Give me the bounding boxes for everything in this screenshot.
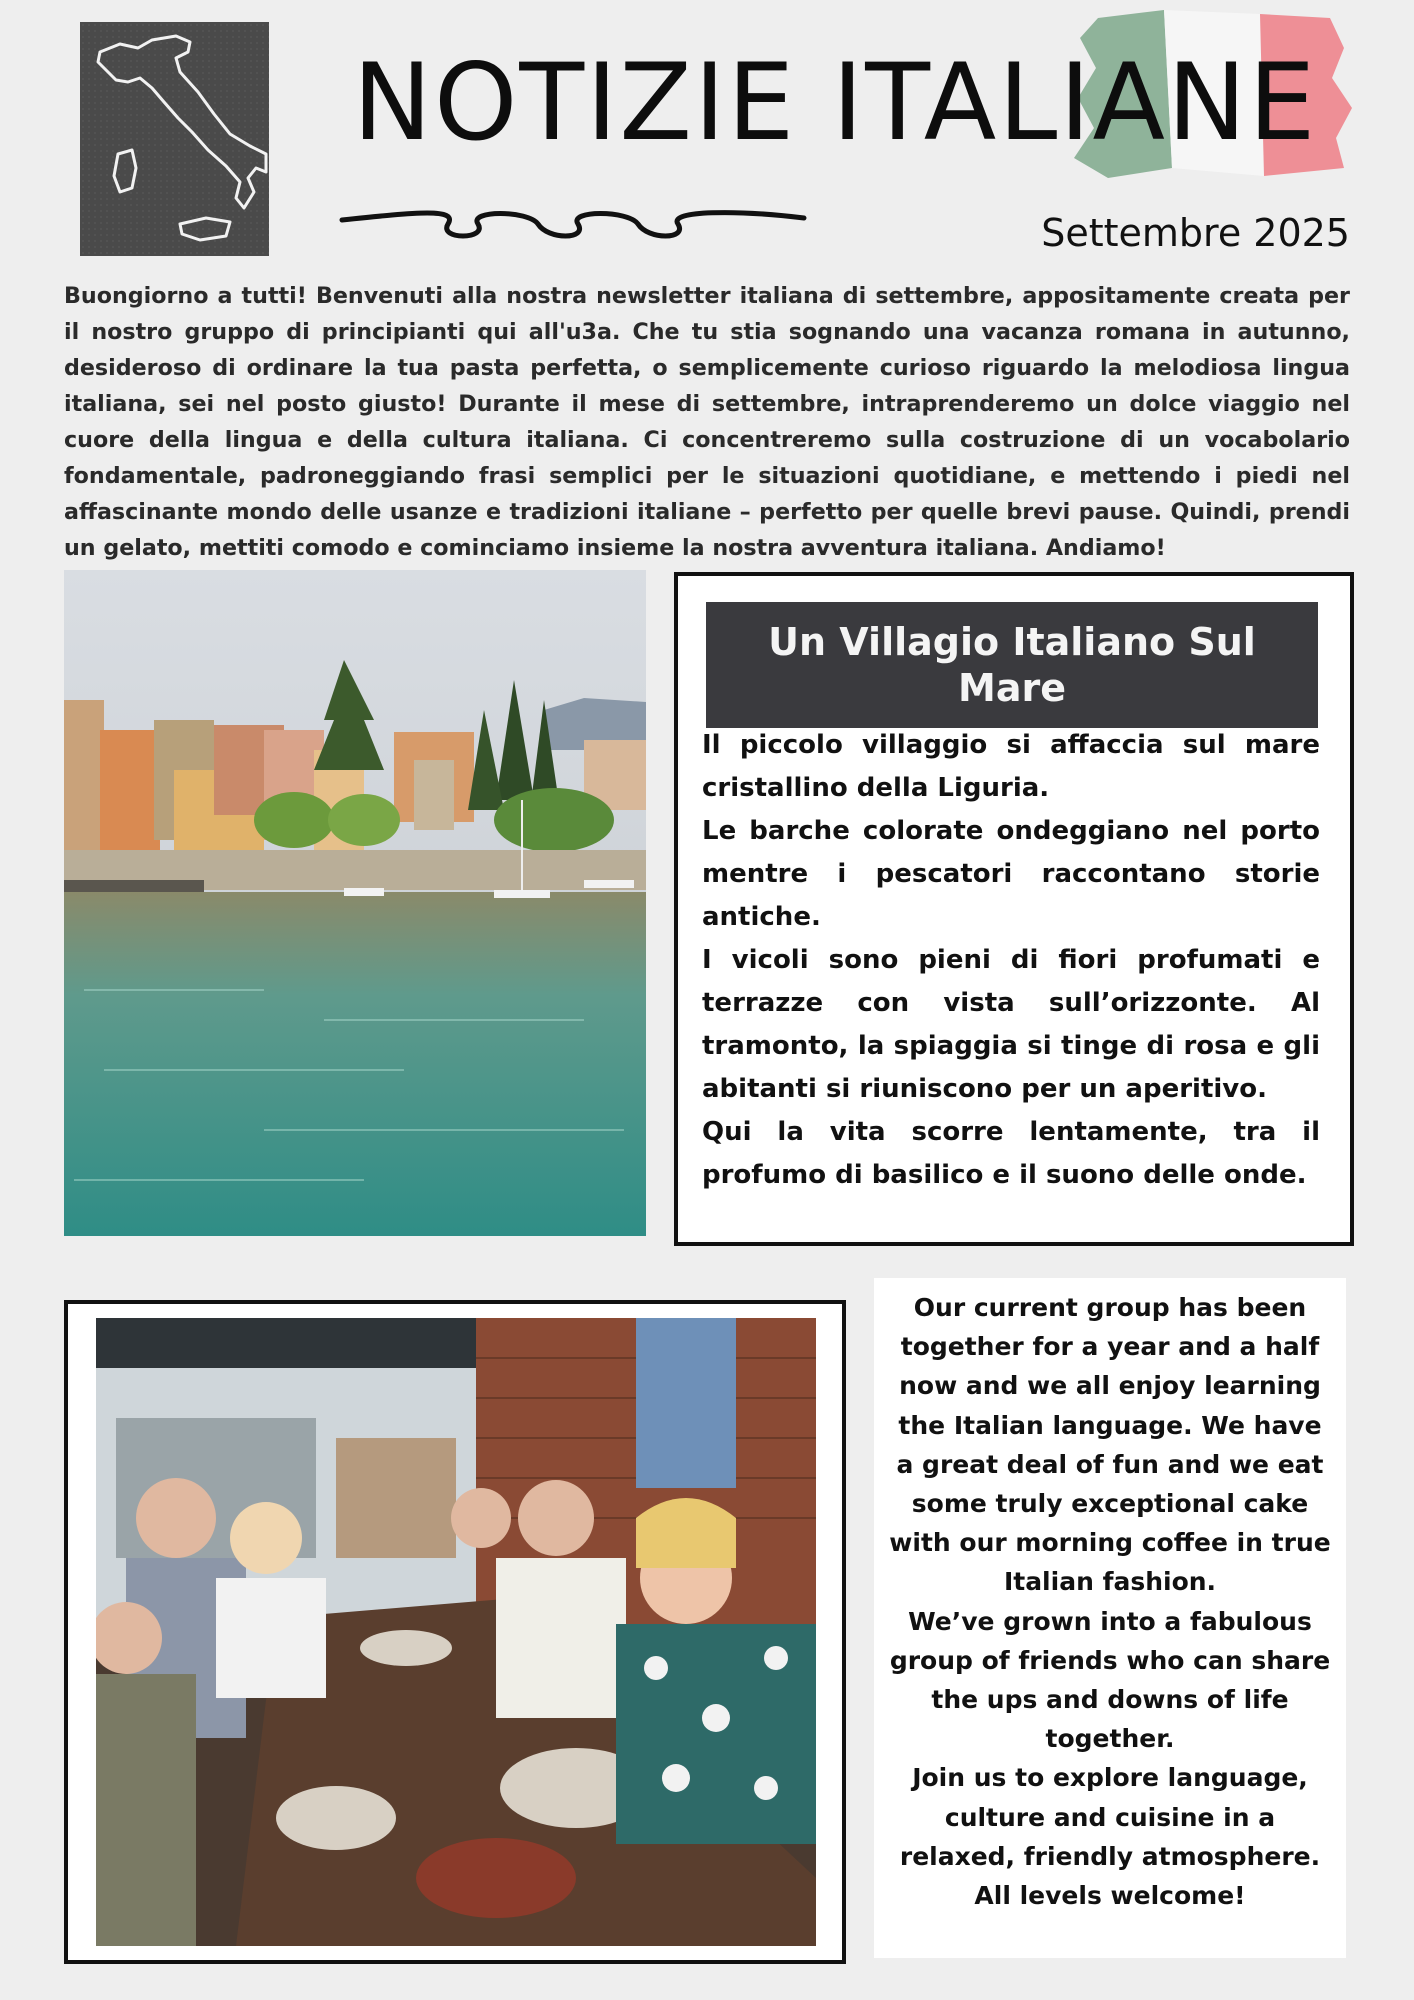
decorative-swirl-icon <box>338 200 808 250</box>
group-description-box <box>874 1278 1346 1958</box>
group-photo-frame <box>64 1300 846 1964</box>
intro-paragraph: Buongiorno a tutti! Benvenuti alla nostra newsletter italiana di settembre, appositamente creata per il nostro gruppo di principianti qui all'u3a. Che tu stia sognando una vacanza romana in autunno, desideroso di ordinare la tua pasta perfetta, o semplicemente curioso riguardo la melodiosa lingua italiana, sei nel posto giusto! Durante il mese di settembre, intraprenderemo un dolce viaggio nel cuore della lingua e della cultura italiana. Ci concentreremo sulla costruzione di un vocabolario fondamentale, padroneggiando frasi semplici per le situazioni quotidiane, e mettendo i piedi nel affascinante mondo delle usanze e tradizioni italiane – perfetto per quelle brevi pause. Quindi, prendi un gelato, mettiti comodo e cominciamo insieme la nostra avventura italiana. Andiamo! <box>64 283 1350 561</box>
italy-map-icon <box>80 22 269 256</box>
group-dinner-photo <box>96 1318 816 1946</box>
village-article-body <box>702 724 1320 1197</box>
group-paragraph: Join us to explore language, culture and cuisine in a relaxed, friendly atmosphere. All levels welcome! <box>899 1763 1321 1911</box>
village-article-heading: Un Villagio Italiano Sul Mare <box>706 602 1318 728</box>
lake-village-photo <box>64 570 646 1236</box>
newsletter-title: NOTIZIE ITALIANE <box>352 41 1318 164</box>
village-paragraph: I vicoli sono pieni di fiori profumati e terrazze con vista sull’orizzonte. Al tramonto, la spiaggia si tinge di rosa e gli abitanti si riuniscono per un aperitivo. <box>702 945 1320 1104</box>
group-paragraph: We’ve grown into a fabulous group of friends who can share the ups and downs of life together. <box>889 1606 1331 1754</box>
village-article-box <box>674 572 1354 1246</box>
village-paragraph: Le barche colorate ondeggiano nel porto mentre i pescatori raccontano storie antiche. <box>702 816 1320 932</box>
village-paragraph: Il piccolo villaggio si affaccia sul mare cristallino della Liguria. <box>702 730 1320 803</box>
group-paragraph: Our current group has been together for a year and a half now and we all enjoy learning the Italian language. We have a great deal of fun and we eat some truly exceptional cake with our morning coffee in true Italian fashion. <box>889 1293 1331 1597</box>
issue-date: Settembre 2025 <box>1041 211 1350 255</box>
group-description-text <box>886 1288 1334 1915</box>
village-paragraph: Qui la vita scorre lentamente, tra il profumo di basilico e il suono delle onde. <box>702 1117 1320 1190</box>
